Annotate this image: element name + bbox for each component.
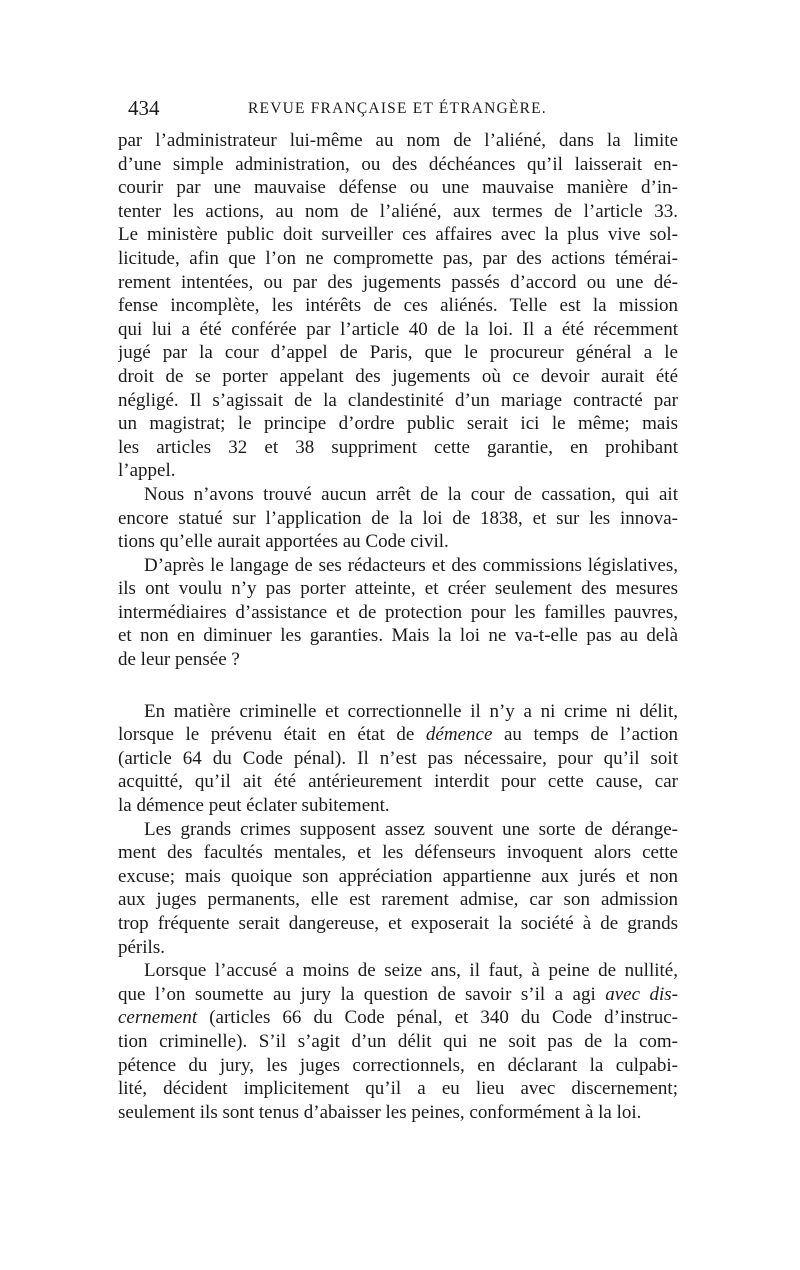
page-header xyxy=(118,96,678,128)
text-run: au temps de l’action xyxy=(492,724,678,746)
text-line: tions qu’elle aurait apportées au Code civil. xyxy=(118,531,449,553)
text-line: pétence du jury, les juges correctionnels, en déclarant la culpabi- xyxy=(118,1054,678,1076)
text-line: encore statué sur l’application de la loi de 1838, et sur les innova- xyxy=(118,507,678,529)
text-line: qui lui a été conférée par l’article 40 de la loi. Il a été récemment xyxy=(118,318,678,340)
section-gap xyxy=(118,672,678,700)
text-line: Le ministère public doit surveiller ces affaires avec la plus vive sol- xyxy=(118,224,678,246)
page-number: 434 xyxy=(128,96,160,120)
text-line: un magistrat; le principe d’ordre public serait ici le même; mais xyxy=(118,413,678,435)
text-line: de leur pensée ? xyxy=(118,649,240,671)
text-line: tion criminelle). S’il s’agit d’un délit qui ne soit pas de la com- xyxy=(118,1030,678,1052)
text-line: Nous n’avons trouvé aucun arrêt de la cour de cassation, qui ait xyxy=(144,483,678,505)
text-line: seulement ils sont tenus d’abaisser les peines, conformément à la loi. xyxy=(118,1101,642,1123)
text-line: la démence peut éclater subitement. xyxy=(118,795,390,817)
paragraph xyxy=(118,959,678,1124)
text-line: (article 64 du Code pénal). Il n’est pas nécessaire, pour qu’il soit xyxy=(118,747,678,769)
text-line: tenter les actions, au nom de l’aliéné, aux termes de l’article 33. xyxy=(118,200,678,222)
text-line: par l’administrateur lui-même au nom de l’aliéné, dans la limite xyxy=(118,130,678,151)
running-head: REVUE FRANÇAISE ET ÉTRANGÈRE. xyxy=(248,100,547,117)
text-line xyxy=(118,983,678,1007)
text-line: acquitté, qu’il ait été antérieurement interdit pour cette cause, car xyxy=(118,771,678,793)
italic-term: cernement xyxy=(118,1007,198,1029)
text-line: Lorsque l’accusé a moins de seize ans, il faut, à peine de nullité, xyxy=(144,960,678,982)
text-line: et non en diminuer les garanties. Mais la loi ne va-t-elle pas au delà xyxy=(118,625,678,647)
text-line: fense incomplète, les intérêts de ces aliénés. Telle est la mission xyxy=(118,295,678,317)
text-line: D’après le langage de ses rédacteurs et des commissions législatives, xyxy=(144,554,678,576)
paragraph xyxy=(118,129,678,483)
text-line: les articles 32 et 38 suppriment cette garantie, en prohibant xyxy=(118,436,678,458)
paragraph xyxy=(118,554,678,672)
text-line xyxy=(118,1006,678,1030)
text-line: courir par une mauvaise défense ou une mauvaise manière d’in- xyxy=(118,177,678,199)
text-line: ils ont voulu n’y pas porter atteinte, et créer seulement des mesures xyxy=(118,578,678,600)
text-line: l’appel. xyxy=(118,460,176,482)
text-line: périls. xyxy=(118,936,165,958)
text-line: lité, décident implicitement qu’il a eu lieu avec discernement; xyxy=(118,1078,678,1100)
text-line: intermédiaires d’assistance et de protection pour les familles pauvres, xyxy=(118,601,678,623)
text-line: trop fréquente serait dangereuse, et exposerait la société à de grands xyxy=(118,913,678,934)
italic-term: démence xyxy=(425,724,493,746)
text-line: négligé. Il s’agissait de la clandestinité d’un mariage contracté par xyxy=(118,389,678,411)
body-text xyxy=(118,129,678,1124)
paragraph xyxy=(118,700,678,818)
text-line xyxy=(118,723,678,747)
paragraph xyxy=(118,818,678,960)
text-line: En matière criminelle et correctionnelle il n’y a ni crime ni délit, xyxy=(144,700,678,722)
text-line: ment des facultés mentales, et les défenseurs invoquent alors cette xyxy=(118,842,678,864)
text-line: rement intentées, ou par des jugements passés d’accord ou une dé- xyxy=(118,271,678,293)
text-line: licitude, afin que l’on ne compromette pas, par des actions témérai- xyxy=(118,247,678,269)
text-line: jugé par la cour d’appel de Paris, que le procureur général a le xyxy=(118,342,678,364)
text-line: d’une simple administration, ou des déchéances qu’il laisserait en- xyxy=(118,153,678,175)
italic-term: avec dis- xyxy=(605,983,678,1005)
paragraph xyxy=(118,483,678,554)
text-line: excuse; mais quoique son appréciation appartienne aux jurés et non xyxy=(118,865,678,887)
text-line: droit de se porter appelant des jugements où ce devoir aurait été xyxy=(118,365,678,387)
text-run: lorsque le prévenu était en état de xyxy=(118,724,426,746)
text-run: que l’on soumette au jury la question de savoir s’il a agi xyxy=(118,983,606,1005)
text-run: (articles 66 du Code pénal, et 340 du Code d’instruc- xyxy=(197,1007,678,1029)
text-line: Les grands crimes supposent assez souvent une sorte de dérange- xyxy=(144,818,678,840)
text-line: aux juges permanents, elle est rarement admise, car son admission xyxy=(118,889,678,911)
